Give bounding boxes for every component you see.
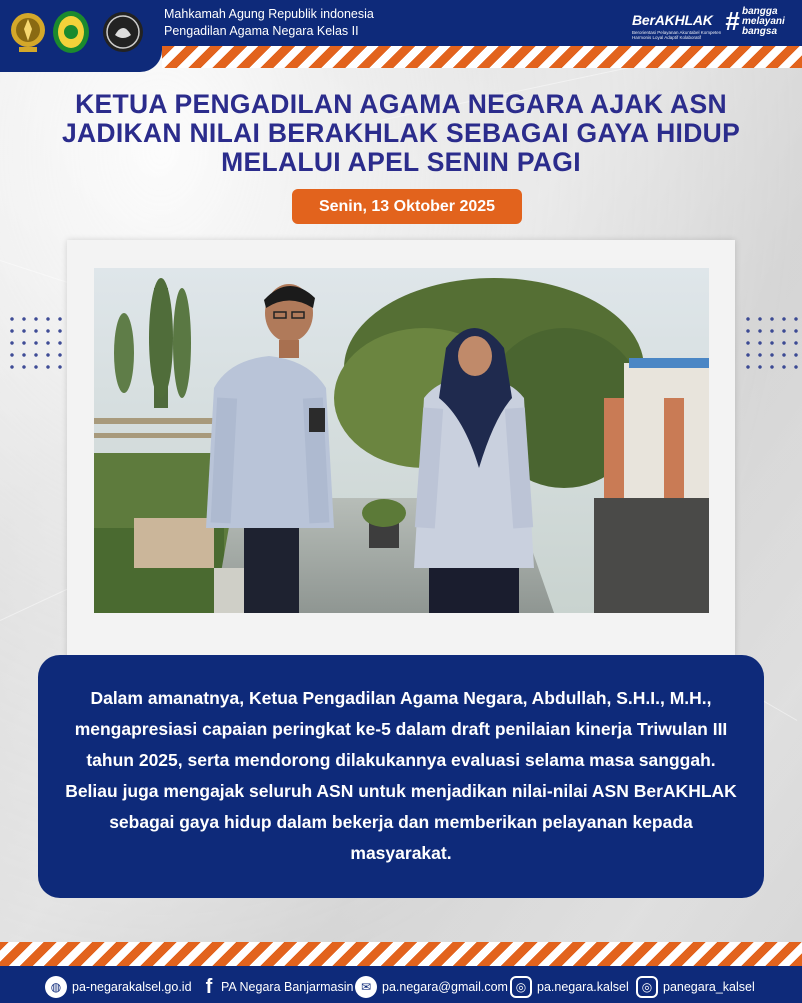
headline [10, 90, 792, 177]
facebook-icon: f [205, 975, 213, 998]
email-text: pa.negara@gmail.com [382, 980, 508, 994]
footer-email[interactable] [355, 976, 508, 998]
pengadilan-agama-logo-icon [52, 9, 90, 55]
headline-line: JADIKAN NILAI BERAKHLAK SEBAGAI GAYA HIDUP [61, 118, 741, 148]
footer-instagram-secondary[interactable] [636, 976, 755, 998]
brand-tagline [742, 7, 785, 37]
mail-icon: ✉ [355, 976, 377, 998]
footer-instagram-primary[interactable] [510, 976, 629, 998]
instagram-icon: ◎ [510, 976, 532, 998]
tagline-word: melayani [742, 16, 785, 27]
header-logo-block [0, 0, 162, 72]
headline-line: KETUA PENGADILAN AGAMA NEGARA AJAK ASN [75, 89, 727, 119]
headline-line: MELALUI APEL SENIN PAGI [221, 147, 581, 177]
date-badge: Senin, 13 Oktober 2025 [292, 189, 522, 224]
tagline-word: bangga [742, 6, 778, 17]
event-photo [94, 268, 709, 613]
body-paragraph: Dalam amanatnya, Ketua Pengadilan Agama Negara, Abdullah, S.H.I., M.H., mengapresiasi capaian peringkat ke-5 dalam draft penilaian kinerja Triwulan III tahun 2025, serta mendorong dilakukannya evaluasi selama masa sanggah. Beliau juga mengajak seluruh ASN untuk menjadikan nilai-nilai ASN BerAKHLAK sebagai gaya hidup dalam bekerja dan memberikan pelayanan kepada masyarakat. [65, 688, 737, 863]
globe-icon: ◍ [45, 976, 67, 998]
mahkamah-agung-emblem-icon [9, 9, 47, 55]
berakhlak-brand [632, 4, 792, 44]
instagram-text: panegara_kalsel [663, 980, 755, 994]
footer-website[interactable] [45, 976, 192, 998]
top-warning-stripes [162, 46, 802, 68]
institution-name: Mahkamah Agung Republik indonesia [164, 7, 374, 21]
instagram-text: pa.negara.kalsel [537, 980, 629, 994]
court-name: Pengadilan Agama Negara Kelas II [164, 24, 359, 38]
hashtag-icon: # [725, 6, 740, 36]
bottom-warning-stripes [0, 942, 802, 966]
brand-subtitle: Berorientasi Pelayanan Akuntabel Kompeten Harmonis Loyal Adaptif Kolaboratif [632, 30, 722, 40]
facebook-text: PA Negara Banjarmasin [221, 980, 354, 994]
dot-pattern-decoration [6, 313, 66, 377]
tagline-word: bangsa [742, 26, 778, 37]
dot-pattern-decoration [742, 313, 802, 377]
brand-name: BerAKHLAK [632, 12, 713, 28]
accreditation-seal-icon [101, 9, 145, 55]
instagram-icon: ◎ [636, 976, 658, 998]
footer-facebook[interactable] [202, 976, 353, 998]
website-text: pa-negarakalsel.go.id [72, 980, 192, 994]
